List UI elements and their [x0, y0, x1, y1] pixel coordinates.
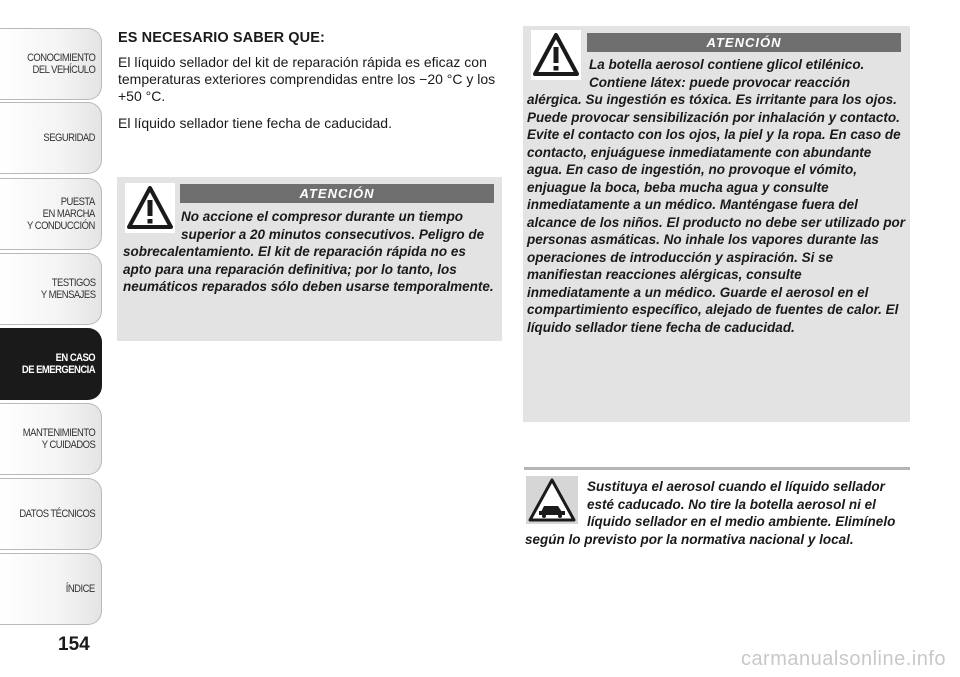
tab-label: CONOCIMIENTO DEL VEHÍCULO	[26, 52, 95, 76]
page-number: 154	[58, 634, 90, 655]
tab-label: PUESTA EN MARCHA Y CONDUCCIÓN	[27, 196, 95, 232]
warning-text-container	[527, 56, 907, 336]
warning-text-container	[123, 208, 497, 296]
info-paragraph: El líquido sellador tiene fecha de caducidad.	[118, 115, 392, 131]
tab-label: EN CASO DE EMERGENCIA	[21, 352, 95, 376]
tab-puesta-en-marcha[interactable]	[0, 178, 102, 250]
tab-mantenimiento-y-cuidados[interactable]	[0, 403, 102, 475]
info-paragraph: El líquido sellador del kit de reparación rápida es eficaz con temperaturas exteriores comprendidas entre los −20 °C y los +50 °C.	[118, 54, 496, 104]
icon-spacer	[123, 208, 181, 238]
section-heading: ES NECESARIO SABER QUE:	[118, 30, 325, 46]
tab-label: ÍNDICE	[66, 583, 95, 595]
tab-indice[interactable]	[0, 553, 102, 625]
warning-header: ATENCIÓN	[180, 184, 494, 203]
warning-header: ATENCIÓN	[587, 33, 901, 52]
tab-seguridad[interactable]	[0, 102, 102, 174]
tab-label: DATOS TÉCNICOS	[19, 508, 95, 520]
watermark: carmanualsonline.info	[740, 648, 946, 670]
info-section	[118, 30, 498, 142]
warning-text: La botella aerosol contiene glicol etilénico. Contiene látex: puede provocar reacción alérgica. Su ingestión es tóxica. Es irritante para los ojos. Puede provocar sensibilización por inhalación y contacto. Evite el contacto con los ojos, la piel y la ropa. En caso de contacto, enjuáguese inmediatamente con abundante agua. En caso de ingestión, no provoque el vómito, enjuague la boca, beba mucha agua y consulte inmediatamente a un médico. Manténgase fuera del alcance de los niños. El producto no debe ser utilizado por personas asmáticas. No inhale los vapores durante las operaciones de introducción y aspiración. Si se manifiestan reacciones alérgicas, consulte inmediatamente a un médico. Guarde el aerosol en el compartimiento específico, alejado de fuentes de calor. El líquido sellador tiene fecha de caducidad.	[527, 57, 906, 335]
tab-label: MANTENIMIENTO Y CUIDADOS	[22, 427, 95, 451]
tab-en-caso-de-emergencia[interactable]	[0, 328, 102, 400]
warning-text: No accione el compresor durante un tiempo superior a 20 minutos consecutivos. Peligro de sobrecalentamiento. El kit de reparación rápida no es apto para una reparación definitiva; por lo tanto, los neumáticos reparados sólo deben usarse temporalmente.	[123, 209, 494, 294]
tab-conocimiento-del-vehiculo[interactable]	[0, 28, 102, 100]
tab-label: SEGURIDAD	[43, 132, 95, 144]
warning-box-aerosol	[523, 26, 910, 422]
icon-spacer	[527, 56, 589, 88]
tab-datos-tecnicos[interactable]	[0, 478, 102, 550]
warning-box-compressor	[117, 177, 502, 341]
environment-text: Sustituya el aerosol cuando el líquido sellador esté caducado. No tire la botella aerosol ni el líquido sellador en el medio ambiente. Elimínelo según lo previsto por la normativa nacional y local.	[525, 479, 896, 547]
tab-testigos-y-mensajes[interactable]	[0, 253, 102, 325]
icon-spacer	[525, 478, 587, 528]
section-divider	[524, 467, 910, 470]
tab-label: TESTIGOS Y MENSAJES	[40, 277, 95, 301]
environment-text-container	[525, 478, 911, 548]
